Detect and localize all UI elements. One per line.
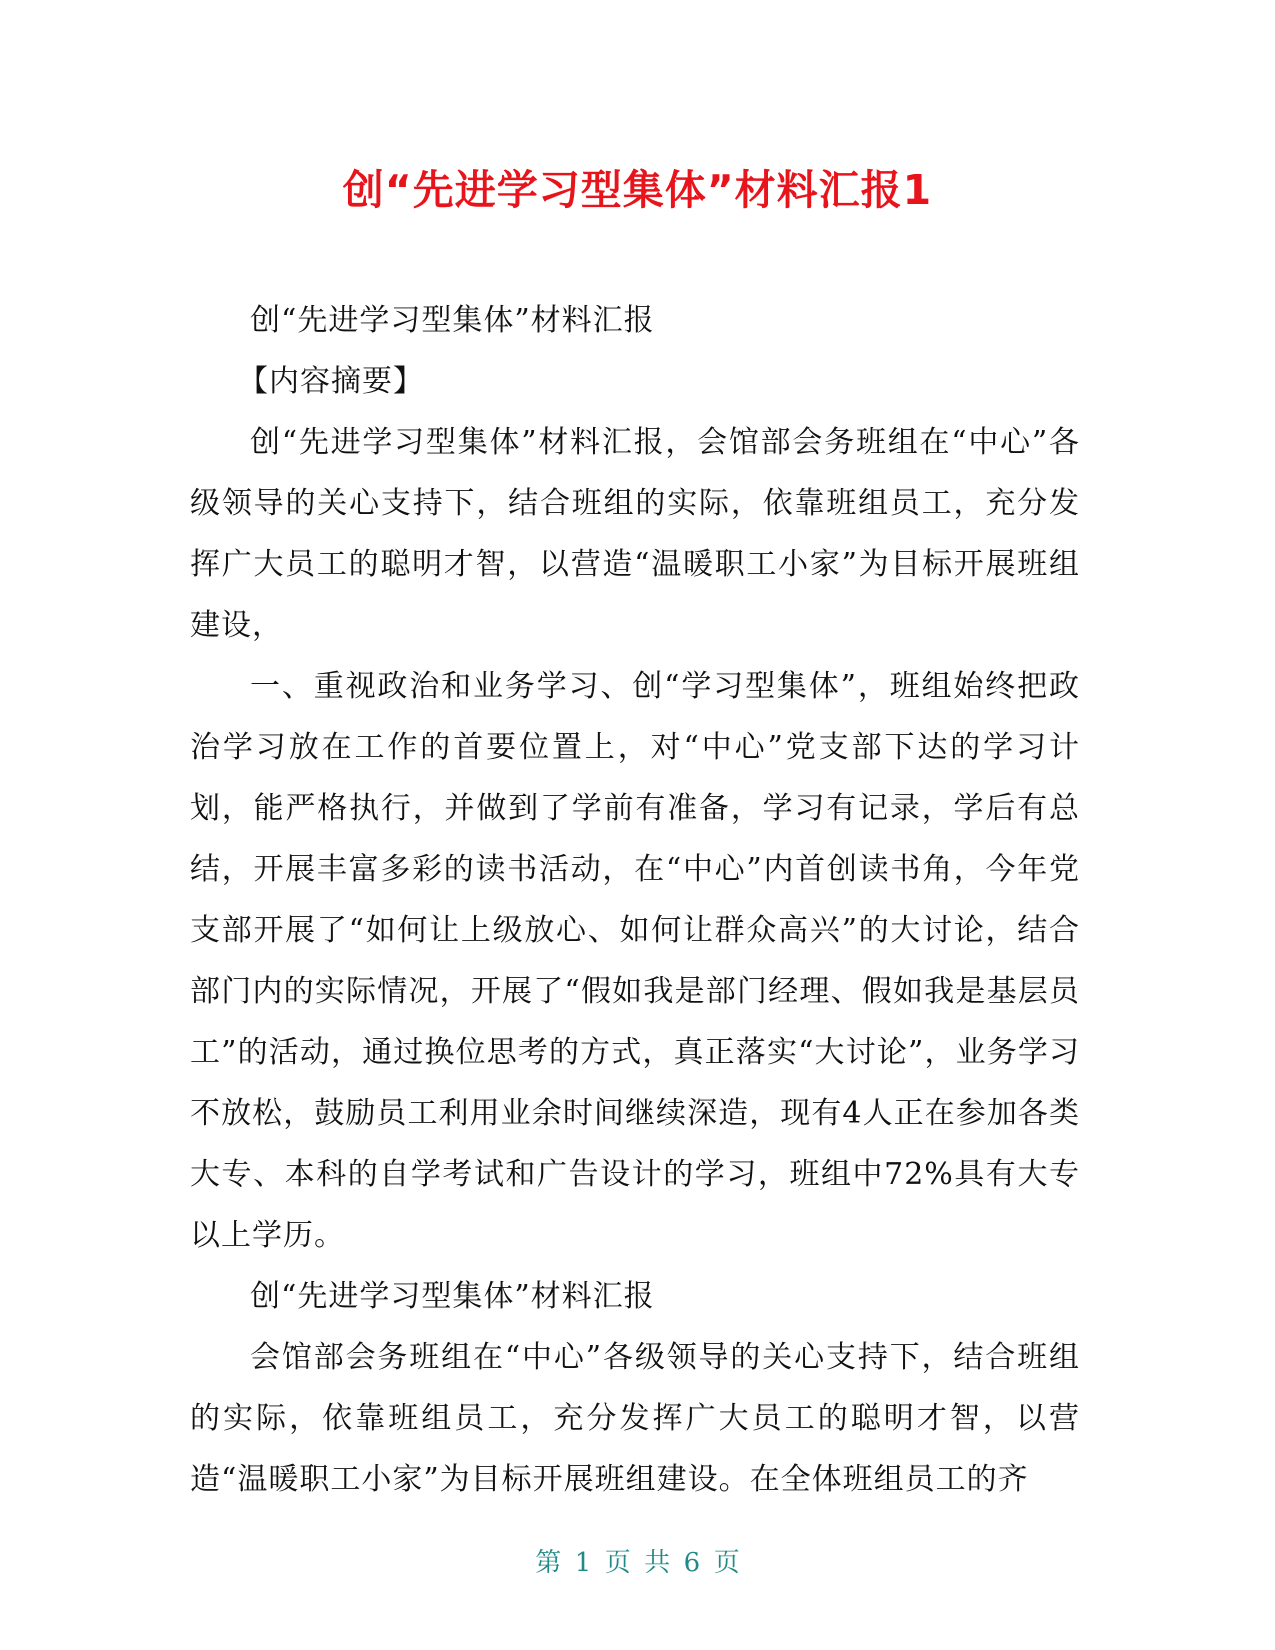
- paragraph-intro: 会馆部会务班组在“中心”各级领导的关心支持下，结合班组的实际，依靠班组员工，充分发挥广大员工的聪明才智，以营造“温暖职工小家”为目标开展班组建设。在全体班组员工的齐: [190, 1340, 1080, 1497]
- document-body: [190, 290, 1080, 1510]
- paragraph-abstract-heading: 【内容摘要】: [238, 364, 424, 399]
- page-indicator: 第 1 页 共 6 页: [535, 1548, 740, 1578]
- paragraph-section-one: 一、重视政治和业务学习、创“学习型集体”，班组始终把政治学习放在工作的首要位置上，对“中心”党支部下达的学习计划，能严格执行，并做到了学前有准备，学习有记录，学后有总结，开展丰富多彩的读书活动，在“中心”内首创读书角，今年党支部开展了“如何让上级放心、如何让群众高兴”的大讨论，结合部门内的实际情况，开展了“假如我是部门经理、假如我是基层员工”的活动，通过换位思考的方式，真正落实“大讨论”，业务学习不放松，鼓励员工利用业余时间继续深造，现有4人正在参加各类大专、本科的自学考试和广告设计的学习，班组中72%具有大专以上学历。: [190, 669, 1080, 1253]
- paragraph-abstract: 创“先进学习型集体”材料汇报，会馆部会务班组在“中心”各级领导的关心支持下，结合班组的实际，依靠班组员工，充分发挥广大员工的聪明才智，以营造“温暖职工小家”为目标开展班组建设，: [190, 425, 1080, 643]
- paragraph-subtitle-repeat: 创“先进学习型集体”材料汇报: [250, 1279, 655, 1314]
- paragraph-subtitle: 创“先进学习型集体”材料汇报: [250, 303, 655, 338]
- document-title: 创“先进学习型集体”材料汇报1: [342, 166, 933, 214]
